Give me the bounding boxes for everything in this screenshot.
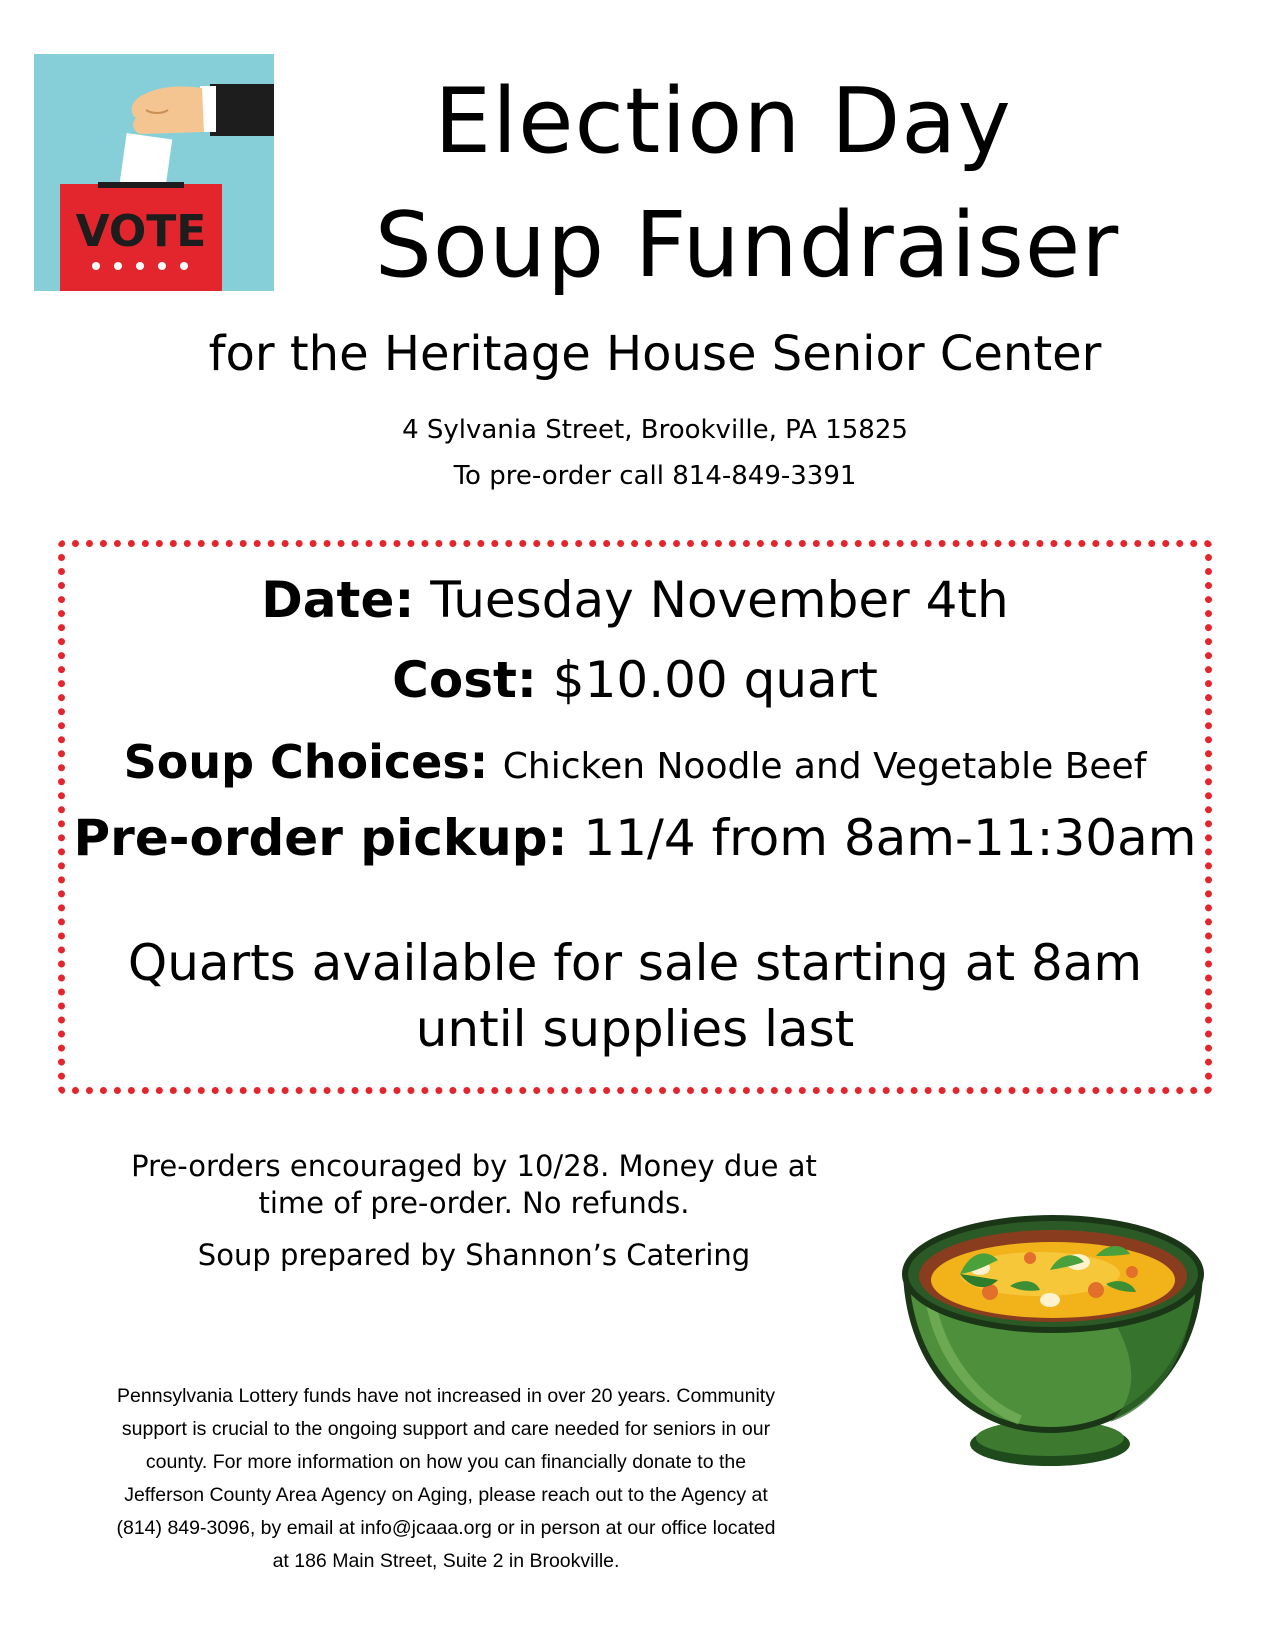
- lottery-note-line: at 186 Main Street, Suite 2 in Brookville.: [272, 1550, 620, 1572]
- date-value: Tuesday November 4th: [430, 571, 1009, 629]
- title-line-1: Election Day: [434, 69, 1012, 174]
- date-label: Date:: [261, 571, 415, 629]
- quarts-line-1: Quarts available for sale starting at 8am: [127, 934, 1143, 992]
- soup-bowl-icon: [900, 1208, 1206, 1472]
- cost-line: [58, 648, 1212, 712]
- soup-choices-line: [58, 730, 1212, 799]
- soup-choices-value: Chicken Noodle and Vegetable Beef: [502, 746, 1147, 787]
- cost-value: $10.00 quart: [552, 651, 878, 709]
- preorder-note: [104, 1148, 844, 1222]
- soup-choices-label: Soup Choices:: [123, 735, 489, 789]
- preorder-note-line-1: Pre-orders encouraged by 10/28. Money due at: [131, 1149, 817, 1183]
- lottery-note-line: county. For more information on how you can financially donate to the: [145, 1451, 747, 1473]
- quarts-availability: [58, 930, 1212, 1062]
- title-line-2: Soup Fundraiser: [374, 193, 1120, 298]
- lottery-note-line: Pennsylvania Lottery funds have not increased in over 20 years. Community: [117, 1385, 775, 1407]
- date-line: [58, 568, 1212, 632]
- pickup-line: [58, 806, 1212, 870]
- preorder-note-line-2: time of pre-order. No refunds.: [258, 1186, 690, 1220]
- cost-label: Cost:: [392, 651, 537, 709]
- lottery-note: [86, 1380, 806, 1578]
- address: 4 Sylvania Street, Brookville, PA 15825: [402, 415, 908, 445]
- phone-line: To pre-order call 814-849-3391: [453, 461, 857, 491]
- subtitle: for the Heritage House Senior Center: [208, 326, 1102, 382]
- vote-label: VOTE: [75, 206, 207, 257]
- quarts-line-2: until supplies last: [415, 1000, 855, 1058]
- lottery-note-line: Jefferson County Area Agency on Aging, please reach out to the Agency at: [124, 1484, 768, 1506]
- lottery-note-line: support is crucial to the ongoing support and care needed for seniors in our: [121, 1418, 771, 1440]
- pickup-label: Pre-order pickup:: [73, 809, 568, 867]
- caterer-note: Soup prepared by Shannon’s Catering: [197, 1238, 751, 1272]
- pickup-value: 11/4 from 8am-11:30am: [583, 809, 1197, 867]
- lottery-note-line: (814) 849-3096, by email at info@jcaaa.org or in person at our office located: [116, 1517, 776, 1539]
- vote-ballot-icon: [34, 54, 274, 291]
